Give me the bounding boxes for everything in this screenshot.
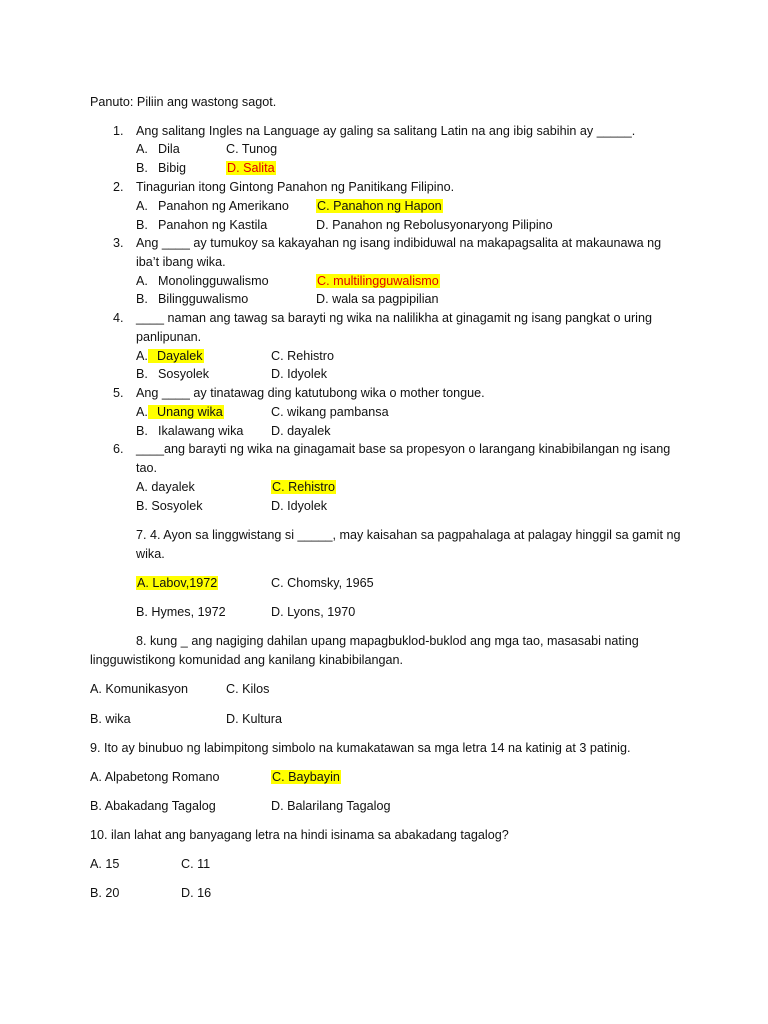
q10-question: 10. ilan lahat ang banyagang letra na hindi isinama sa abakadang tagalog? <box>90 828 509 842</box>
q1-a-letter: A. <box>136 142 148 156</box>
q5-c-option: C. wikang pambansa <box>271 405 389 419</box>
q4-a-option-answer: Dayalek <box>148 349 204 363</box>
q4-d-option: D. Idyolek <box>271 367 327 381</box>
q5-d-option: D. dayalek <box>271 424 331 438</box>
q4-b-letter: B. <box>136 367 148 381</box>
q3-number: 3. <box>113 236 124 250</box>
q3-d-option: D. wala sa pagpipilian <box>316 292 439 306</box>
q1-question: Ang salitang Ingles na Language ay galing sa salitang Latin na ang ibig sabihin ay _____. <box>136 124 636 138</box>
q7-c-option: C. Chomsky, 1965 <box>271 576 374 590</box>
q8-question-line1: 8. kung _ ang nagiging dahilan upang mapagbuklod-buklod ang mga tao, masasabi nating <box>136 634 639 648</box>
q3-question-line1: Ang ____ ay tumukoy sa kakayahan ng isang indibiduwal na makapagsalita at makaunawa ng <box>136 236 662 250</box>
q6-question-line1: ____ang barayti ng wika na ginagamait base sa propesyon o larangang kinabibilangan ng isang <box>136 442 671 456</box>
q3-b-letter: B. <box>136 292 148 306</box>
q6-question-line2: tao. <box>136 461 158 475</box>
q4-c-option: C. Rehistro <box>271 349 334 363</box>
q3-b-option: Bilingguwalismo <box>158 292 249 306</box>
q3-c-option-answer: C. multilingguwalismo <box>317 274 439 288</box>
q8-b-option: B. wika <box>90 712 131 726</box>
q9-question: 9. Ito ay binubuo ng labimpitong simbolo na kumakatawan sa mga letra 14 na katinig at 3 patinig. <box>90 741 631 755</box>
q7-question-line2: wika. <box>136 547 165 561</box>
q1-number: 1. <box>113 124 124 138</box>
q2-d-option: D. Panahon ng Rebolusyonaryong Pilipino <box>316 218 553 232</box>
q8-c-option: C. Kilos <box>226 682 270 696</box>
q1-c-option: C. Tunog <box>226 142 278 156</box>
q6-number: 6. <box>113 442 124 456</box>
q5-b-letter: B. <box>136 424 148 438</box>
q2-a-option: Panahon ng Amerikano <box>158 199 289 213</box>
q9-a-option: A. Alpabetong Romano <box>90 770 220 784</box>
q5-a-letter: A. <box>136 405 148 419</box>
q6-d-option: D. Idyolek <box>271 499 327 513</box>
q2-a-letter: A. <box>136 199 148 213</box>
q2-number: 2. <box>113 180 124 194</box>
q4-question-line2: panlipunan. <box>136 330 202 344</box>
q9-d-option: D. Balarilang Tagalog <box>271 799 391 813</box>
q1-d-option-answer: D. Salita <box>227 161 275 175</box>
q6-b-option: B. Sosyolek <box>136 499 203 513</box>
q4-b-option: Sosyolek <box>158 367 210 381</box>
q10-b-option: B. 20 <box>90 886 120 900</box>
q7-a-option-answer: A. Labov,1972 <box>137 576 218 590</box>
q3-question-line2: iba’t ibang wika. <box>136 255 226 269</box>
q10-d-option: D. 16 <box>181 886 212 900</box>
q7-b-option: B. Hymes, 1972 <box>136 605 226 619</box>
q5-number: 5. <box>113 386 124 400</box>
q4-question-line1: ____ naman ang tawag sa barayti ng wika na nalilikha at ginagamit ng isang pangkat o uring <box>136 311 652 325</box>
q5-a-option-answer: Unang wika <box>148 405 224 419</box>
q7-question-line1: 7. 4. Ayon sa linggwistang si _____, may kaisahan sa pagpahalaga at palagay hinggil sa gamit ng <box>136 528 681 542</box>
q5-question: Ang ____ ay tinatawag ding katutubong wika o mother tongue. <box>136 386 485 400</box>
q9-b-option: B. Abakadang Tagalog <box>90 799 216 813</box>
q2-c-option-answer: C. Panahon ng Hapon <box>317 199 442 213</box>
q3-a-option: Monolingguwalismo <box>158 274 269 288</box>
q6-a-option: A. dayalek <box>136 480 195 494</box>
q1-b-option: Bibig <box>158 161 187 175</box>
q2-question: Tinagurian itong Gintong Panahon ng Panitikang Filipino. <box>136 180 455 194</box>
q10-a-option: A. 15 <box>90 857 120 871</box>
q8-d-option: D. Kultura <box>226 712 282 726</box>
q1-a-option: Dila <box>158 142 180 156</box>
q2-b-option: Panahon ng Kastila <box>158 218 268 232</box>
q2-b-letter: B. <box>136 218 148 232</box>
q9-c-option-answer: C. Baybayin <box>272 770 340 784</box>
q4-number: 4. <box>113 311 124 325</box>
q6-c-option-answer: C. Rehistro <box>272 480 335 494</box>
q8-a-option: A. Komunikasyon <box>90 682 189 696</box>
q1-b-letter: B. <box>136 161 148 175</box>
q10-c-option: C. 11 <box>181 857 211 871</box>
q7-d-option: D. Lyons, 1970 <box>271 605 356 619</box>
q5-b-option: Ikalawang wika <box>158 424 244 438</box>
q8-question-line2: lingguwistikong komunidad ang kanilang kinabibilangan. <box>90 653 403 667</box>
q3-a-letter: A. <box>136 274 148 288</box>
q4-a-letter: A. <box>136 349 148 363</box>
instructions: Panuto: Piliin ang wastong sagot. <box>90 95 277 109</box>
